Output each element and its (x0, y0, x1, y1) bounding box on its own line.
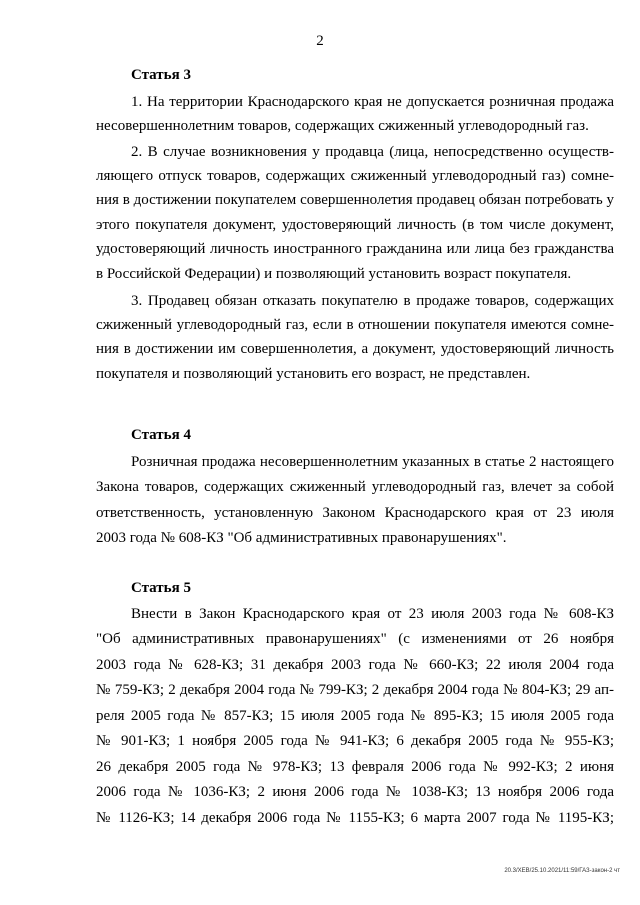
article-5-line: реля 2005 года № 857-КЗ; 15 июля 2005 года № 895-КЗ; 15 июля 2005 года (96, 708, 614, 724)
article-5-heading: Статья 5 (131, 580, 191, 596)
article-4-line: Закона товаров, содержащих сжиженный углеводородный газ, влечет за собой (96, 479, 614, 495)
article-3-line: ния в достижении им совершеннолетия, а документ, удостоверяющий личность (96, 341, 614, 357)
article-3-line: ляющего отпуск товаров, содержащих сжиженный углеводородный газ) сомне- (96, 168, 614, 184)
article-3-line: несовершеннолетним товаров, содержащих сжиженный углеводородный газ. (96, 118, 589, 134)
article-3-line: удостоверяющий личность иностранного гражданина или лица без гражданства (96, 241, 614, 257)
article-5-line: № 1126-КЗ; 14 декабря 2006 года № 1155-КЗ; 6 марта 2007 года № 1195-КЗ; (96, 810, 614, 826)
article-5-line: "Об административных правонарушениях" (с изменениями от 26 ноября (96, 631, 614, 647)
page-number: 2 (316, 33, 324, 49)
article-5-line: Внести в Закон Краснодарского края от 23 июля 2003 года № 608-КЗ (131, 606, 614, 622)
article-5-line: 2003 года № 628-КЗ; 31 декабря 2003 года № 660-КЗ; 22 июля 2004 года (96, 657, 614, 673)
article-4-heading: Статья 4 (131, 427, 191, 443)
article-4-line: Розничная продажа несовершеннолетним указанных в статье 2 настоящего (131, 454, 614, 470)
article-4-line: ответственность, установленную Законом Краснодарского края от 23 июля (96, 505, 614, 521)
article-5-line: № 901-КЗ; 1 ноября 2005 года № 941-КЗ; 6 декабря 2005 года № 955-КЗ; (96, 733, 614, 749)
article-3-line: 3. Продавец обязан отказать покупателю в продаже товаров, содержащих (131, 293, 614, 309)
article-4-line: 2003 года № 608-КЗ "Об административных правонарушениях". (96, 530, 507, 546)
article-3-line: 1. На территории Краснодарского края не допускается розничная продажа (131, 94, 614, 110)
article-3-line: 2. В случае возникновения у продавца (лица, непосредственно осуществ- (131, 144, 614, 160)
article-3-line: этого покупателя документ, удостоверяющий личность (в том числе документ, (96, 217, 614, 233)
article-3-line: в Российской Федерации) и позволяющий установить возраст покупателя. (96, 266, 572, 282)
article-3-heading: Статья 3 (131, 67, 191, 83)
article-3-line: покупателя и позволяющий установить его возраст, не представлен. (96, 366, 531, 382)
article-3-line: ния в достижении покупателем совершеннолетия продавец обязан потребовать у (96, 192, 614, 208)
article-5-line: 26 декабря 2005 года № 978-КЗ; 13 февраля 2006 года № 992-КЗ; 2 июня (96, 759, 614, 775)
article-5-line: № 759-КЗ; 2 декабря 2004 года № 799-КЗ; 2 декабря 2004 года № 804-КЗ; 29 ап- (96, 682, 614, 698)
article-5-line: 2006 года № 1036-КЗ; 2 июня 2006 года № 1038-КЗ; 13 ноября 2006 года (96, 784, 614, 800)
document-footer-stamp: 20.3/ХЕВ/25.10.2021/11:59/ГАЗ-закон-2 чт (504, 868, 620, 874)
article-3-line: сжиженный углеводородный газ, если в отношении покупателя имеются сомне- (96, 317, 614, 333)
